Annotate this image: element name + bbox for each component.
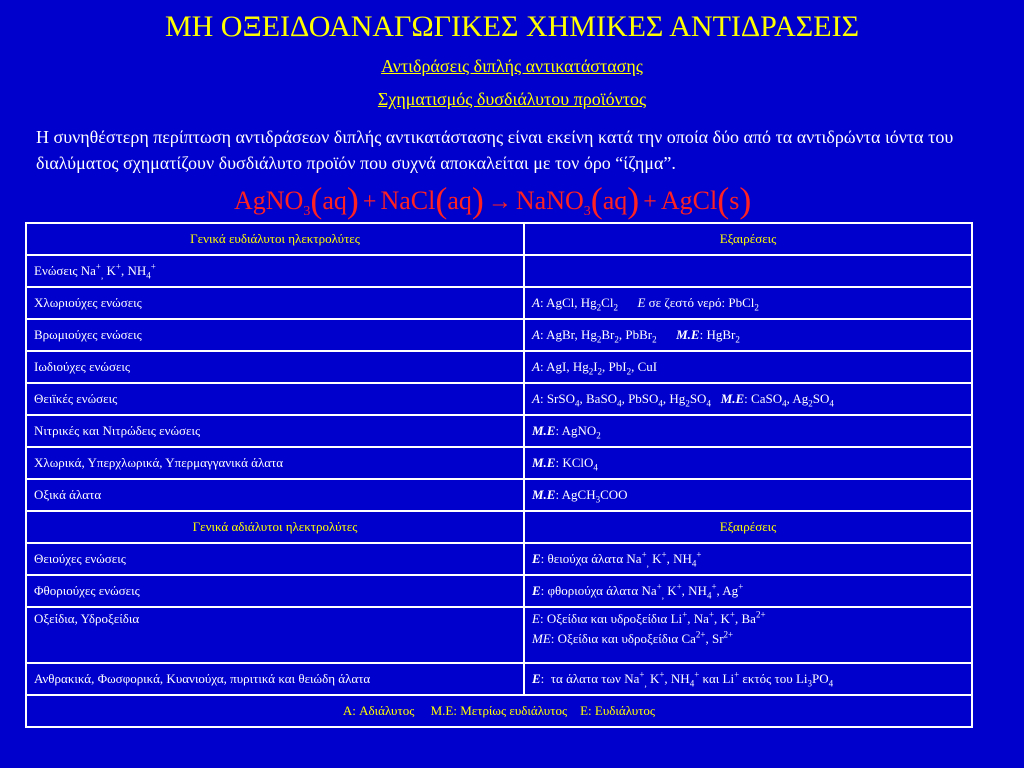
insoluble-header: Γενικά αδιάλυτοι ηλεκτρολύτες bbox=[26, 511, 524, 543]
exception-cell: A: SrSO$_4$, BaSO$_4$, PbSO$_4$, $Hg_2SO_4$ M.E: CaSO$_4$, $Ag_2SO_4$ bbox=[524, 383, 972, 415]
subtitle-precipitate: Σχηματισμός δυσδιάλυτου προϊόντος bbox=[377, 89, 647, 109]
reaction-equation: AgNO$_3$(aq) + NaCl(aq) → NaNO$_3$(aq) + AgCl(s) bbox=[234, 180, 752, 220]
table-row bbox=[26, 383, 972, 415]
state-aq-3: aq bbox=[602, 186, 628, 215]
exception-cell: M.E: AgCH$_3$COO bbox=[524, 479, 972, 511]
exception-cell: A: AgI, $Hg_2I_2$, PbI$_2$, CuI bbox=[524, 351, 972, 383]
electrolyte-cell: Ενώσεις $Na^+_,$ K+, $NH_4^+$ bbox=[26, 255, 524, 287]
electrolyte-cell: Φθοριούχες ενώσεις bbox=[26, 575, 524, 607]
electrolyte-cell: Οξικά άλατα bbox=[26, 479, 524, 511]
exception-cell: E: Οξείδια και υδροξείδια Li+, Na+, K+, $Ba^{2+}$ ME: Οξείδια και υδροξείδια $Ca^{2+}$, $Sr^{2+}$ bbox=[524, 607, 972, 663]
table-row bbox=[26, 543, 972, 575]
product-nano3: NaNO$_3$ bbox=[515, 186, 591, 220]
table-row bbox=[26, 415, 972, 447]
state-s: s bbox=[729, 186, 740, 215]
table-row bbox=[26, 479, 972, 511]
electrolyte-cell: Οξείδια, Υδροξείδια bbox=[26, 607, 524, 663]
electrolyte-cell: Ανθρακικά, Φωσφορικά, Κυανιούχα, πυριτικά και θειώδη άλατα bbox=[26, 663, 524, 695]
table-row bbox=[26, 319, 972, 351]
soluble-header-row bbox=[26, 223, 972, 255]
table-row bbox=[26, 663, 972, 695]
electrolyte-cell: Ιωδιούχες ενώσεις bbox=[26, 351, 524, 383]
reaction-arrow: → bbox=[487, 189, 512, 215]
electrolyte-cell: Βρωμιούχες ενώσεις bbox=[26, 319, 524, 351]
table-row bbox=[26, 351, 972, 383]
legend-row bbox=[26, 695, 972, 727]
intro-paragraph: Η συνηθέστερη περίπτωση αντιδράσεων διπλής αντικατάστασης είναι εκείνη κατά την οποία δύο από τα αντιδρώντα ιόντα του διαλύματος σχηματίζουν δυσδιάλυτο προϊόν που συχνά αποκαλείται με τον όρο “ίζημα”. bbox=[36, 127, 954, 173]
exception-cell: A: AgBr, $Hg_2Br_2$, PbBr$_2$ M.E: HgBr$_2$ bbox=[524, 319, 972, 351]
electrolyte-cell: Θειούχες ενώσεις bbox=[26, 543, 524, 575]
exception-cell: A: AgCl, $Hg_2Cl_2$ E σε ζεστό νερό: PbCl$_2$ bbox=[524, 287, 972, 319]
electrolyte-cell: Χλωριούχες ενώσεις bbox=[26, 287, 524, 319]
exception-cell: E: θειούχα άλατα $Na^+_,$ K+, $NH_4^+$ bbox=[524, 543, 972, 575]
plus-sign-1: + bbox=[362, 189, 377, 215]
electrolyte-cell: Χλωρικά, Υπερχλωρικά, Υπερμαγγανικά άλατα bbox=[26, 447, 524, 479]
exception-cell: E: τα άλατα των $Na^+_,$ K+, $NH_4^+$ και Li+ εκτός του $Li_3PO_4$ bbox=[524, 663, 972, 695]
state-aq-2: aq bbox=[447, 186, 472, 215]
legend-cell: A: Αδιάλυτος Μ.Ε: Μετρίως ευδιάλυτος Ε: Ευδιάλυτος bbox=[26, 695, 972, 727]
exception-cell: E: φθοριούχα άλατα $Na^+_,$ K+, $NH_4^+$, Ag+ bbox=[524, 575, 972, 607]
plus-sign-2: + bbox=[643, 189, 657, 215]
electrolyte-cell: Νιτρικές και Νιτρώδεις ενώσεις bbox=[26, 415, 524, 447]
table-row bbox=[26, 255, 972, 287]
product-agcl: AgCl bbox=[660, 186, 718, 215]
solubility-table bbox=[25, 222, 973, 728]
exceptions-header: Εξαιρέσεις bbox=[524, 223, 972, 255]
table-row bbox=[26, 447, 972, 479]
reactant-agno3: AgNO$_3$ bbox=[234, 186, 311, 220]
state-aq-1: aq bbox=[322, 186, 347, 215]
insoluble-header-row bbox=[26, 511, 972, 543]
exception-cell: M.E: AgNO$_2$ bbox=[524, 415, 972, 447]
subtitle-double-replacement: Αντιδράσεις διπλής αντικατάστασης bbox=[381, 56, 643, 76]
exceptions-header-2: Εξαιρέσεις bbox=[524, 511, 972, 543]
table-row bbox=[26, 575, 972, 607]
slide-title: ΜΗ ΟΞΕΙΔΟΑΝΑΓΩΓΙΚΕΣ ΧΗΜΙΚΕΣ ΑΝΤΙΔΡΑΣΕΙΣ bbox=[164, 10, 860, 43]
reactant-nacl: NaCl bbox=[380, 186, 436, 215]
table-row bbox=[26, 287, 972, 319]
soluble-header: Γενικά ευδιάλυτοι ηλεκτρολύτες bbox=[26, 223, 524, 255]
exception-cell bbox=[524, 255, 972, 287]
electrolyte-cell: Θειϊκές ενώσεις bbox=[26, 383, 524, 415]
table-row bbox=[26, 607, 972, 663]
exception-cell: M.E: KClO$_4$ bbox=[524, 447, 972, 479]
